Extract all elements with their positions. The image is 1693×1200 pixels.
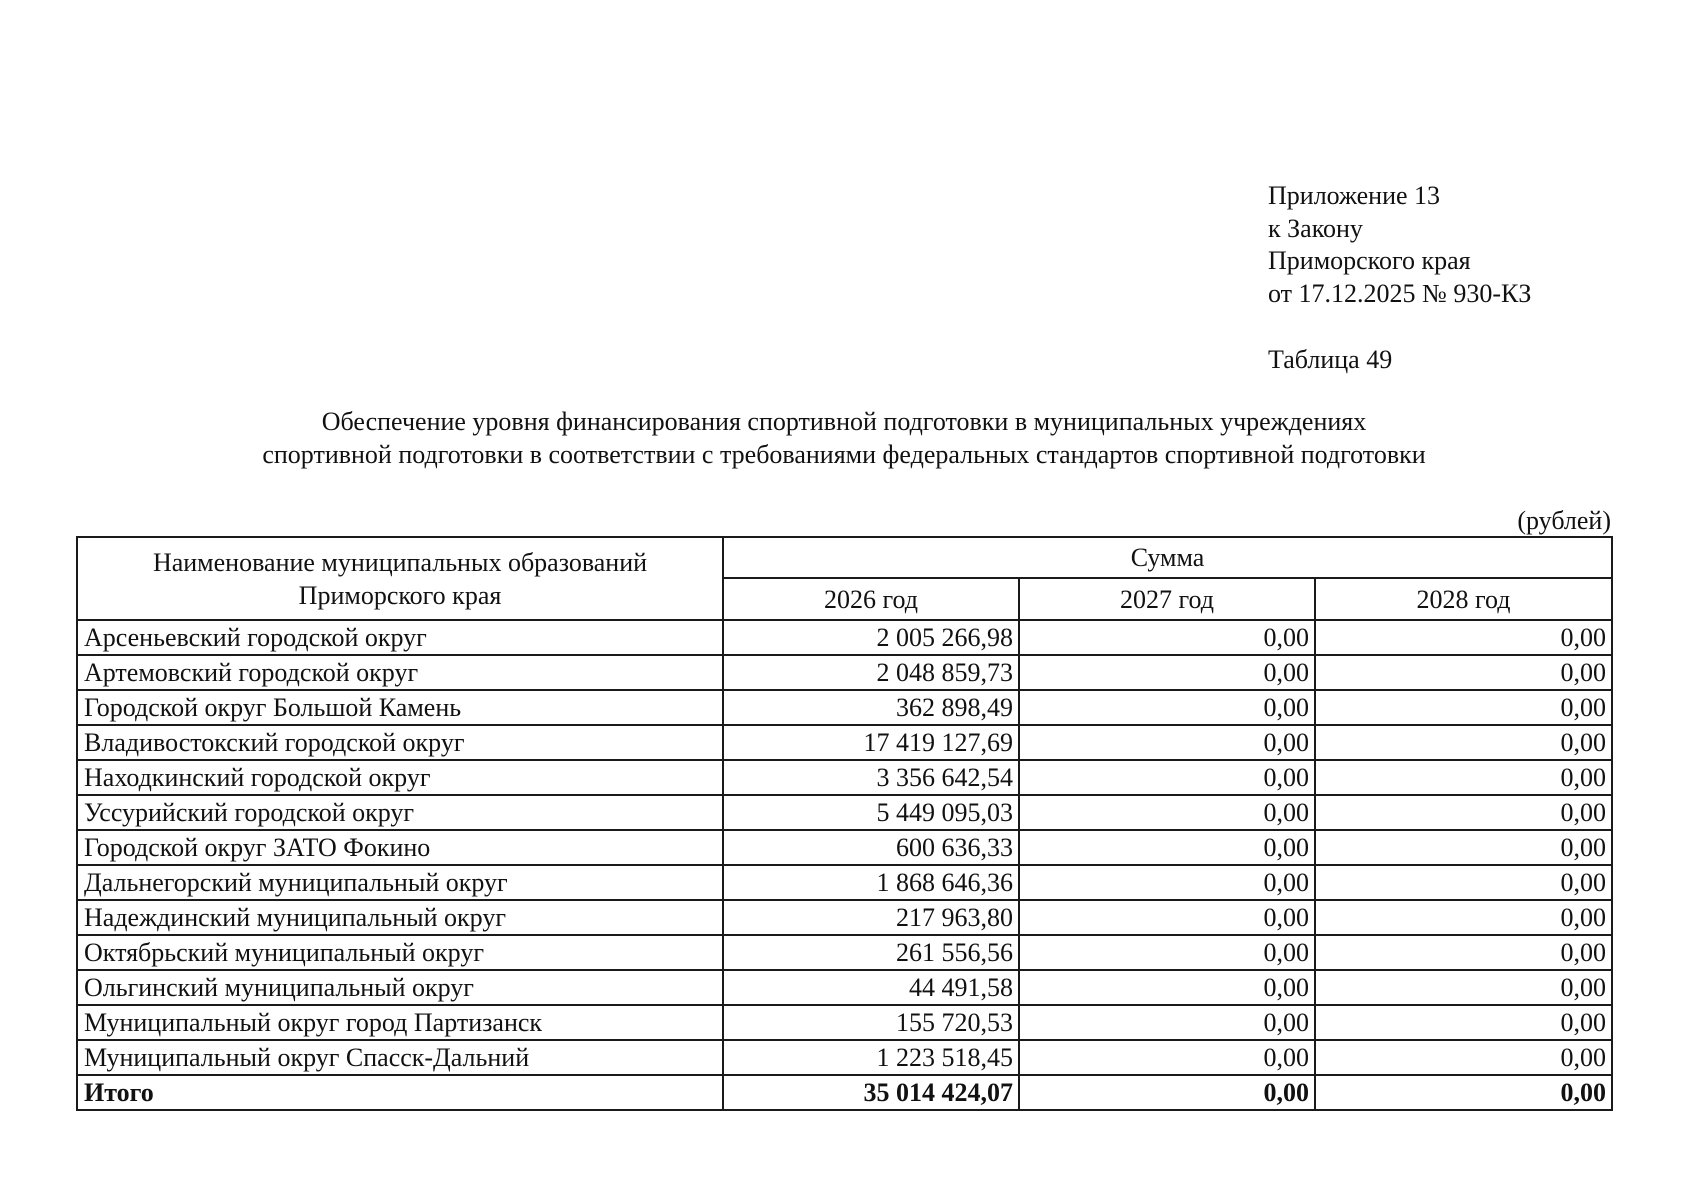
municipality-name: Городской округ Большой Камень [77, 690, 723, 725]
amount-2027: 0,00 [1019, 690, 1315, 725]
amount-2026: 362 898,49 [723, 690, 1019, 725]
year-column-header: 2028 год [1315, 578, 1612, 620]
total-row [77, 1075, 1612, 1110]
table-number: Таблица 49 [1268, 345, 1393, 374]
amount-2027: 0,00 [1019, 620, 1315, 655]
amount-2026: 600 636,33 [723, 830, 1019, 865]
amount-2028: 0,00 [1315, 935, 1612, 970]
amount-2027: 0,00 [1019, 865, 1315, 900]
municipality-column-header [77, 537, 723, 620]
amount-2028: 0,00 [1315, 900, 1612, 935]
amount-2026: 1 223 518,45 [723, 1040, 1019, 1075]
document-title [76, 405, 1612, 471]
title-line: Обеспечение уровня финансирования спортивной подготовки в муниципальных учреждениях [321, 407, 1367, 436]
total-2027: 0,00 [1019, 1075, 1315, 1110]
amount-2027: 0,00 [1019, 725, 1315, 760]
municipality-name: Надеждинский муниципальный округ [77, 900, 723, 935]
table-row [77, 900, 1612, 935]
amount-2026: 217 963,80 [723, 900, 1019, 935]
table-row [77, 690, 1612, 725]
table-row [77, 830, 1612, 865]
municipality-name: Ольгинский муниципальный округ [77, 970, 723, 1005]
amount-2027: 0,00 [1019, 970, 1315, 1005]
table-row [77, 865, 1612, 900]
funding-table [76, 536, 1613, 1111]
table-row [77, 970, 1612, 1005]
sum-column-header: Сумма [723, 537, 1612, 578]
municipality-name: Находкинский городской округ [77, 760, 723, 795]
total-2028: 0,00 [1315, 1075, 1612, 1110]
table-row [77, 725, 1612, 760]
appendix-line: Приморского края [1268, 246, 1471, 275]
year-column-header: 2027 год [1019, 578, 1315, 620]
municipality-name: Муниципальный округ Спасск-Дальний [77, 1040, 723, 1075]
table-row [77, 1040, 1612, 1075]
appendix-line: от 17.12.2025 № 930-КЗ [1268, 278, 1532, 308]
amount-2028: 0,00 [1315, 620, 1612, 655]
amount-2026: 155 720,53 [723, 1005, 1019, 1040]
municipality-name: Артемовский городской округ [77, 655, 723, 690]
amount-2026: 261 556,56 [723, 935, 1019, 970]
amount-2026: 3 356 642,54 [723, 760, 1019, 795]
amount-2026: 1 868 646,36 [723, 865, 1019, 900]
appendix-reference [1268, 180, 1531, 310]
amount-2028: 0,00 [1315, 655, 1612, 690]
amount-2028: 0,00 [1315, 830, 1612, 865]
amount-2028: 0,00 [1315, 760, 1612, 795]
amount-2027: 0,00 [1019, 760, 1315, 795]
amount-2027: 0,00 [1019, 935, 1315, 970]
header-line: Наименование муниципальных образований [152, 547, 648, 577]
amount-2028: 0,00 [1315, 1040, 1612, 1075]
table-body [77, 620, 1612, 1110]
table-row [77, 935, 1612, 970]
amount-2027: 0,00 [1019, 900, 1315, 935]
amount-2028: 0,00 [1315, 725, 1612, 760]
year-column-header: 2026 год [723, 578, 1019, 620]
amount-2028: 0,00 [1315, 690, 1612, 725]
header-line: Приморского края [298, 580, 502, 610]
municipality-name: Уссурийский городской округ [77, 795, 723, 830]
table-row [77, 655, 1612, 690]
municipality-name: Муниципальный округ город Партизанск [77, 1005, 723, 1040]
municipality-name: Дальнегорский муниципальный округ [77, 865, 723, 900]
municipality-name: Арсеньевский городской округ [77, 620, 723, 655]
amount-2026: 44 491,58 [723, 970, 1019, 1005]
municipality-name: Городской округ ЗАТО Фокино [77, 830, 723, 865]
table-header-row [77, 537, 1612, 578]
amount-2026: 5 449 095,03 [723, 795, 1019, 830]
table-row [77, 795, 1612, 830]
amount-2028: 0,00 [1315, 795, 1612, 830]
total-2026: 35 014 424,07 [723, 1075, 1019, 1110]
amount-2027: 0,00 [1019, 1005, 1315, 1040]
amount-2027: 0,00 [1019, 655, 1315, 690]
amount-2028: 0,00 [1315, 1005, 1612, 1040]
amount-2026: 2 005 266,98 [723, 620, 1019, 655]
amount-2027: 0,00 [1019, 1040, 1315, 1075]
appendix-line: Приложение 13 [1268, 181, 1441, 210]
appendix-line: к Закону [1268, 213, 1363, 243]
amount-2026: 17 419 127,69 [723, 725, 1019, 760]
units-label: (рублей) [1517, 506, 1611, 535]
table-row [77, 1005, 1612, 1040]
title-line: спортивной подготовки в соответствии с требованиями федеральных стандартов спортивной подготовки [262, 440, 1426, 469]
amount-2027: 0,00 [1019, 795, 1315, 830]
table-row [77, 760, 1612, 795]
table-row [77, 620, 1612, 655]
amount-2028: 0,00 [1315, 970, 1612, 1005]
municipality-name: Октябрьский муниципальный округ [77, 935, 723, 970]
amount-2026: 2 048 859,73 [723, 655, 1019, 690]
total-label: Итого [77, 1075, 723, 1110]
amount-2027: 0,00 [1019, 830, 1315, 865]
municipality-name: Владивостокский городской округ [77, 725, 723, 760]
amount-2028: 0,00 [1315, 865, 1612, 900]
